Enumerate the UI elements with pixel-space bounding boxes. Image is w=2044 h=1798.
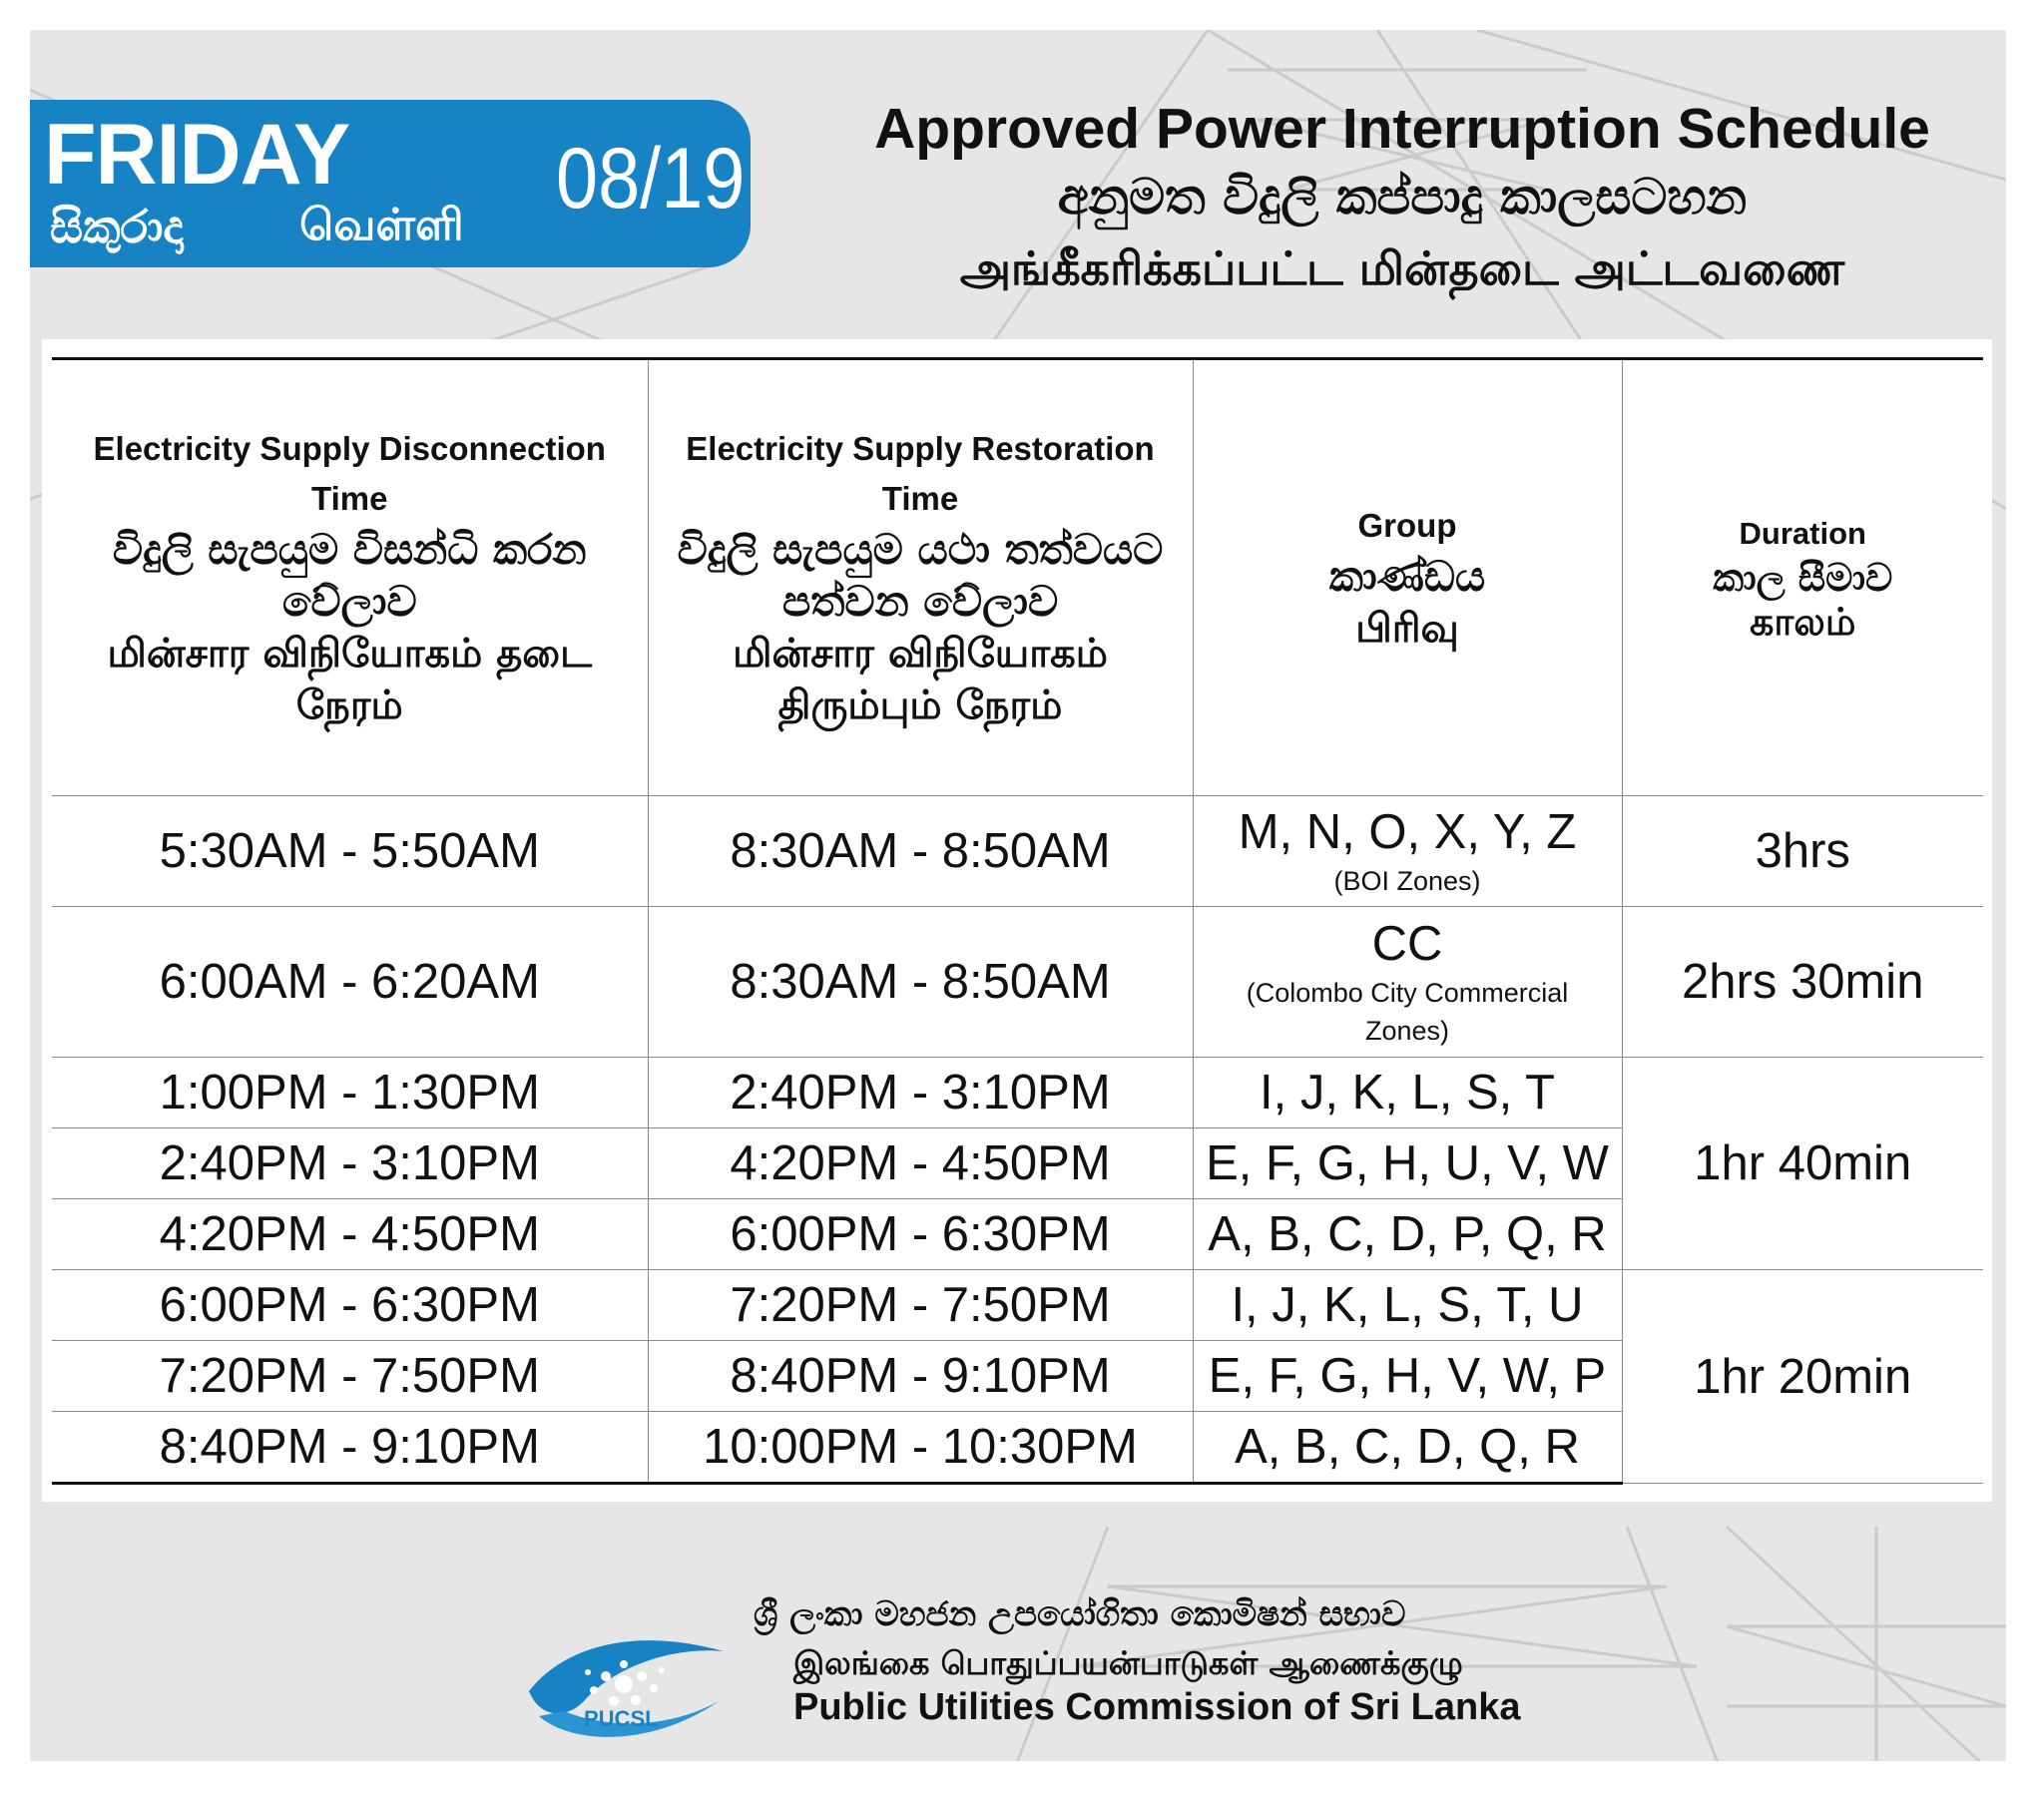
restore-time-cell: 8:40PM - 9:10PM (648, 1341, 1193, 1412)
group-letters: CC (1371, 917, 1443, 971)
table-row (52, 796, 1983, 907)
group-note: (BOI Zones) (1333, 866, 1481, 896)
restore-time-cell: 8:30AM - 8:50AM (648, 796, 1193, 907)
restore-time-cell: 6:00PM - 6:30PM (648, 1199, 1193, 1270)
disconnect-time-cell: 6:00AM - 6:20AM (52, 907, 648, 1058)
group-cell (1193, 907, 1622, 1058)
header-duration (1622, 359, 1983, 796)
title-tamil: அங்கீகரிக்கப்பட்ட மின்தடை அட்டவணை (959, 241, 1845, 295)
header-restoration-ta: மின்சார விநியோகம் திரும்பும் நேரம் (733, 631, 1108, 728)
group-letters: M, N, O, X, Y, Z (1238, 805, 1577, 859)
table-row (52, 907, 1983, 1058)
group-cell: A, B, C, D, P, Q, R (1193, 1199, 1622, 1270)
table-row (52, 1270, 1983, 1341)
header-group-ta: பிரிவு (1355, 606, 1459, 652)
title-sinhala: අනුමත විදුලි කප්පාදු කාලසටහන (1057, 168, 1748, 225)
title-english: Approved Power Interruption Schedule (874, 97, 1930, 161)
header-duration-si: කාල සීමාව (1713, 556, 1893, 600)
disconnect-time-cell: 5:30AM - 5:50AM (52, 796, 648, 907)
group-cell: I, J, K, L, S, T (1193, 1058, 1622, 1128)
restore-time-cell: 4:20PM - 4:50PM (648, 1128, 1193, 1199)
duration-cell: 1hr 20min (1622, 1270, 1983, 1484)
header-disconnection-si: විදුලි සැපයුම විසන්ධි කරන වේලාව (112, 525, 587, 626)
duration-cell: 1hr 40min (1622, 1058, 1983, 1270)
duration-cell: 3hrs (1622, 796, 1983, 907)
duration-cell: 2hrs 30min (1622, 907, 1983, 1058)
restore-time-cell: 7:20PM - 7:50PM (648, 1270, 1193, 1341)
day-name-sinhala: සිකුරාදා (50, 200, 184, 253)
header-restoration-en: Electricity Supply Restoration Time (686, 430, 1155, 517)
restore-time-cell: 2:40PM - 3:10PM (648, 1058, 1193, 1128)
header-group-si: කාණ්ඩය (1328, 552, 1486, 601)
group-cell: E, F, G, H, U, V, W (1193, 1128, 1622, 1199)
schedule-table-card (42, 339, 1992, 1502)
footer-org-english: Public Utilities Commission of Sri Lanka (793, 1686, 1521, 1728)
header-disconnection-ta: மின்சார விநியோகம் தடை நேரம் (107, 631, 592, 728)
pucsl-logo-text: PUCSL (584, 1706, 659, 1731)
disconnect-time-cell: 8:40PM - 9:10PM (52, 1412, 648, 1484)
day-badge (30, 100, 751, 267)
group-cell: E, F, G, H, V, W, P (1193, 1341, 1622, 1412)
footer-org-sinhala: ශ්‍රී ලංකා මහජන උපයෝගිතා කොමිෂන් සභාව (754, 1594, 1406, 1634)
disconnect-time-cell: 7:20PM - 7:50PM (52, 1341, 648, 1412)
group-note: (Colombo City Commercial Zones) (1246, 978, 1569, 1046)
footer-org-tamil: இலங்கை பொதுப்பயன்பாடுகள் ஆணைக்குழு (793, 1644, 1463, 1682)
disconnect-time-cell: 2:40PM - 3:10PM (52, 1128, 648, 1199)
schedule-table (52, 357, 1983, 1485)
group-cell: A, B, C, D, Q, R (1193, 1412, 1622, 1484)
header-group-en: Group (1357, 507, 1457, 544)
header-group (1193, 359, 1622, 796)
day-name-english: FRIDAY (44, 107, 350, 203)
header-duration-ta: காலம் (1750, 600, 1856, 644)
disconnect-time-cell: 6:00PM - 6:30PM (52, 1270, 648, 1341)
header-disconnection-time (52, 359, 648, 796)
restore-time-cell: 8:30AM - 8:50AM (648, 907, 1193, 1058)
day-name-tamil: வெள்ளி (299, 200, 464, 250)
header-restoration-si: විදුලි සැපයුම යථා තත්වයට පත්වන වේලාව (677, 525, 1164, 626)
disconnect-time-cell: 1:00PM - 1:30PM (52, 1058, 648, 1128)
disconnect-time-cell: 4:20PM - 4:50PM (52, 1199, 648, 1270)
header-duration-en: Duration (1739, 516, 1866, 551)
schedule-date: 08/19 (556, 131, 746, 226)
header-restoration-time (648, 359, 1193, 796)
group-cell (1193, 796, 1622, 907)
table-row (52, 1058, 1983, 1128)
pucsl-logo-icon (524, 1606, 729, 1756)
header-disconnection-en: Electricity Supply Disconnection Time (93, 430, 606, 517)
restore-time-cell: 10:00PM - 10:30PM (648, 1412, 1193, 1484)
group-cell: I, J, K, L, S, T, U (1193, 1270, 1622, 1341)
table-header-row (52, 359, 1983, 796)
